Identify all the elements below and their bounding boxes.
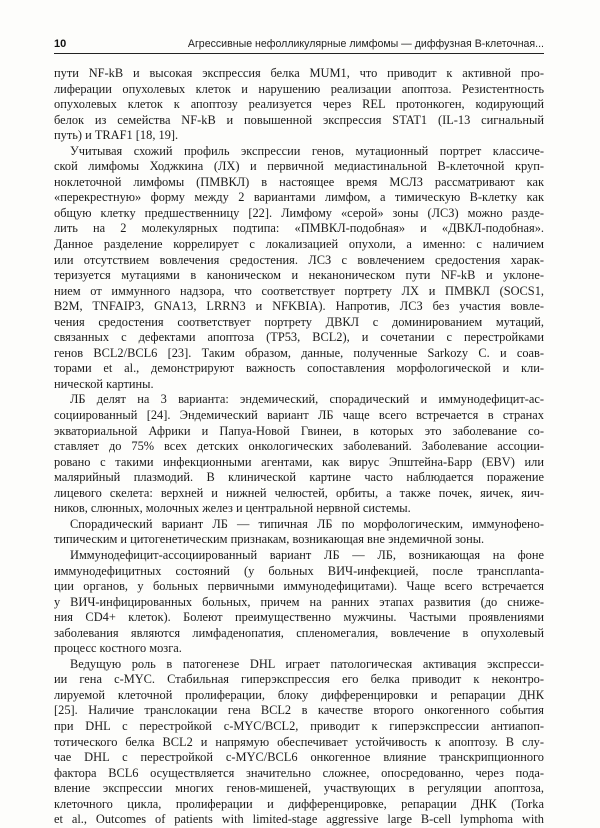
text-line: связанных с дефектами апоптоза (TP53, BCL2), и сочетании с перестройками — [54, 330, 544, 345]
text-line: Учитывая схожий профиль экспрессии генов, мутационный портрет классиче- — [70, 143, 544, 158]
running-title: Агрессивные нефолликулярные лимфомы — диффузная В-клеточная... — [187, 38, 544, 50]
text-line: опухолевых клеток к апоптозу реализуется через REL протонкоген, кодирующий — [54, 97, 544, 112]
text-line: [25]. Наличие транслокации гена BCL2 в качестве второго онкогенного события — [54, 703, 544, 718]
text-line: путь) и TRAF1 [18, 19]. — [54, 128, 179, 143]
body-text — [54, 66, 544, 828]
text-line: типическим и цитогенетическим признакам, возникающая вне эндемичной зоны. — [54, 532, 485, 547]
text-line: ской лимфомы Ходжкина (ЛХ) и первичной медиастинальной В-клеточной круп- — [54, 159, 544, 174]
text-line: ии гена c-MYC. Стабильная гиперэкспрессия его белка приводит к неконтро- — [54, 672, 544, 687]
text-line: социированный [24]. Эндемический вариант ЛБ чаще всего встречается в странах — [54, 408, 544, 423]
text-line: процесс костного мозга. — [54, 641, 182, 656]
text-line: фактора BCL6 осуществляется значительно сложнее, опосредованно, через пода- — [54, 765, 544, 780]
paragraph — [54, 144, 544, 393]
text-line: Данное разделение коррелирует с локализацией опухоли, а именно: с наличием — [54, 237, 544, 252]
text-line: лицевого скелета: верхней и нижней челюстей, орбиты, а также почек, яичек, яич- — [54, 485, 544, 500]
text-line: при DHL с перестройкой c-MYC/BCL2, приводит к гиперэкспрессии антиапоп- — [54, 718, 544, 733]
text-line: генов BCL2/BCL6 [23]. Таким образом, данные, полученные Sarkozy C. и соав- — [54, 345, 544, 360]
page-number: 10 — [54, 38, 67, 50]
text-line: клеточного цикла, пролиферации и дифференцировке, репарации ДНК (Torka — [54, 796, 544, 811]
paragraph — [54, 392, 544, 516]
text-line: Иммунодефицит-ассоциированный вариант ЛБ — ЛБ, возникающая на фоне — [70, 547, 544, 562]
text-line: ции органов, у больных первичными иммунодефицитами). Чаще всего встречается — [54, 579, 544, 594]
text-line: общую клетку предшественницу [22]. Лимфому «серой» зоны (ЛСЗ) можно разде- — [54, 205, 544, 220]
text-line: пути NF-kB и высокая экспрессия белка MUM1, что приводит к активной про- — [54, 66, 544, 80]
text-line: Спорадический вариант ЛБ — типичная ЛБ по морфологическим, иммунофено- — [70, 516, 544, 531]
text-line: лить на 2 молекулярных подтипа: «ПМВКЛ-подобная» и «ДВКЛ-подобная». — [54, 221, 544, 236]
text-line: ния CD4+ клеток). Болеют преимущественно мужчины. Частыми проявлениями — [54, 610, 544, 625]
text-line: ноклеточной лимфомы (ПМВКЛ) в настоящее время МСЛЗ рассматривают как — [54, 174, 544, 189]
text-line: et al., Outcomes of patients with limited-stage aggressive large B-cell lymphoma with — [54, 812, 544, 827]
text-line: торами et al., демонстрируют важность сопоставления морфологической и кли- — [54, 361, 544, 376]
text-line: экваториальной Африки и Папуа-Новой Гвинеи, в которых это заболевание со- — [54, 423, 544, 438]
paragraph — [54, 548, 544, 657]
text-line: вление экспрессии многих генов-мишеней, участвующих в регуляции апоптоза, — [54, 781, 544, 796]
text-line: «перекрестную» форму между 2 вариантами лимфом, а тимическую В-клетку как — [54, 190, 544, 205]
text-line: нической картины. — [54, 376, 154, 391]
text-line: лиферации опухолевых клеток и нарушению реализации апоптоза. Резистентность — [54, 81, 544, 96]
text-line: белок из семейства NF-kB и повышенной экспрессия STAT1 (IL-13 сигнальный — [54, 112, 544, 127]
text-line: малярийный плазмодий. В клинической картине часто наблюдается поражение — [54, 470, 544, 485]
paragraph — [54, 517, 544, 548]
paragraph — [54, 657, 544, 828]
text-line: ровано с такими инфекционными агентами, как вирус Эпштейна-Барр (EBV) или — [54, 454, 544, 469]
text-line: чае DHL с перестройкой c-MYC/BCL6 онкогенное влияние транскрипционного — [54, 750, 544, 765]
text-line: нием от иммунного надзора, что соответствует портрету ЛХ и ПМВКЛ (SOCS1, — [54, 283, 544, 298]
text-line: заболевания являются лимфаденопатия, спленомегалия, вовлечение в опухолевый — [54, 625, 544, 640]
text-line: или отсутствием вовлечения средостения. ЛСЗ с вовлечением средостения харак- — [54, 252, 544, 267]
text-line: иммунодефицитных состояний (у больных ВИЧ-инфекцией, после трансплanta- — [54, 563, 544, 578]
text-line: лируемой клеточной пролиферации, блоку дифференцировки и репарации ДНК — [54, 687, 544, 702]
paragraph — [54, 66, 544, 144]
page-header — [54, 34, 544, 54]
text-line: ставляет до 75% всех детских онкологических заболеваний. Заболевание ассоции- — [54, 439, 544, 454]
text-line: Ведущую роль в патогенезе DHL играет патологическая активация экспресси- — [70, 656, 544, 671]
text-line: B2M, TNFAIP3, GNA13, LRRN3 и NFKBIA). Напротив, ЛСЗ без участия вовле- — [54, 299, 544, 314]
text-line: ников, слюнных, молочных желез и центральной нервной системы. — [54, 501, 411, 516]
text-line: тотического белка BCL2 и напрямую обеспечивает устойчивость к апоптозу. В слу- — [54, 734, 544, 749]
text-line: чения средостения соответствует портрету ДВКЛ с доминированием мутаций, — [54, 314, 544, 329]
text-line: у ВИЧ-инфицированных больных, причем на ранних этапах развития (до сниже- — [54, 594, 544, 609]
text-line: теризуется мутациями в каноническом и неканоническом пути NF-kB и уклоне- — [54, 268, 544, 283]
text-line: ЛБ делят на 3 варианта: эндемический, спорадический и иммунодефицит-ас- — [70, 392, 544, 407]
